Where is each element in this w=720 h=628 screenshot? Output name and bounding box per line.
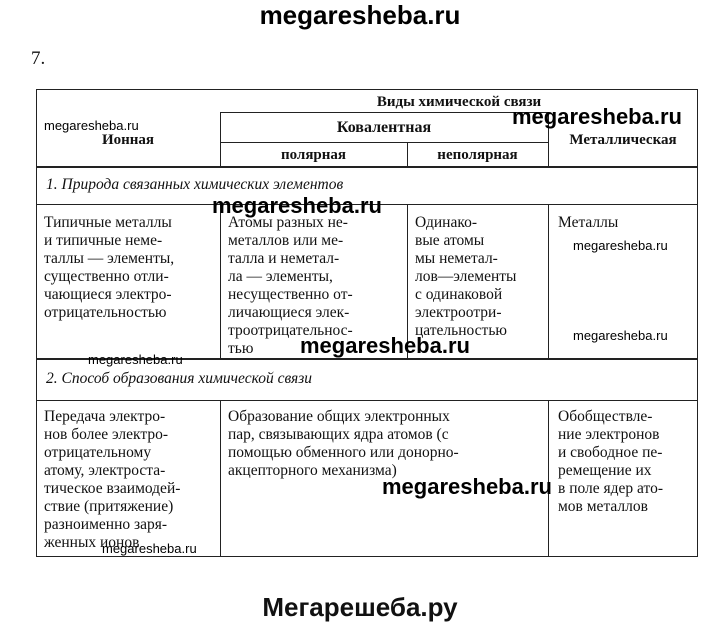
watermark-small: megaresheba.ru — [573, 328, 668, 343]
vline-ionic-r1 — [220, 204, 221, 358]
header-polar: полярная — [280, 147, 347, 163]
watermark-small: megaresheba.ru — [102, 541, 197, 556]
task-number: 7. — [31, 48, 46, 69]
section-nature-of-elements: 1. Природа связанных химических элементов — [46, 176, 344, 193]
watermark-small: megaresheba.ru — [88, 352, 183, 367]
cell-ionic-formation: Передача электро- нов более электро- отрицательному атому, электроста- тическое взаимодей- ствие (притяжение) разноименно заря- женных ионов — [44, 408, 181, 551]
divider-section2 — [36, 400, 698, 401]
cell-metallic-nature: Металлы — [558, 214, 619, 231]
cell-metallic-formation: Обобществле- ние электронов и свободное пе- ремещение их в поле ядер ато- мов металлов — [558, 408, 664, 515]
watermark-small: megaresheba.ru — [573, 238, 668, 253]
watermark-large: megaresheba.ru — [212, 193, 382, 218]
watermark-small: megaresheba.ru — [44, 118, 139, 133]
watermark-large: megaresheba.ru — [512, 104, 682, 129]
header-nonpolar: неполярная — [437, 147, 518, 163]
divider-header — [36, 166, 698, 168]
vline-metallic-r1 — [548, 204, 549, 358]
site-header: megaresheba.ru — [259, 0, 461, 30]
section-formation-method: 2. Способ образования химической связи — [46, 370, 313, 387]
watermark-large: megaresheba.ru — [300, 333, 470, 358]
site-footer: Мегарешеба.ру — [262, 592, 458, 622]
cell-nonpolar-nature: Одинако- вые атомы мы неметал- лов—элементы с одинаковой электроотри- цательностью — [415, 214, 517, 339]
table-title: Виды химической связи — [376, 94, 542, 110]
header-covalent: Ковалентная — [336, 119, 432, 136]
watermark-large: megaresheba.ru — [382, 474, 552, 499]
divider-covalent — [220, 142, 548, 143]
cell-ionic-nature: Типичные металлы и типичные неме- таллы — элементы, существенно отли- чающиеся электро- отрицательностью — [44, 214, 175, 321]
cell-covalent-formation: Образование общих электронных пар, связывающих ядра атомов (с помощью обменного или донорно- акцепторного механизма) — [228, 408, 459, 479]
header-metallic: Металлическая — [569, 132, 677, 148]
cell-polar-nature: Атомы разных не- металлов или ме- талла и неметал- ла — элементы, несущественно от- личающиеся элек- троотрицательнос- тью — [228, 214, 353, 357]
divider-title — [220, 112, 548, 113]
header-ionic: Ионная — [101, 132, 155, 148]
vline-ionic-r2 — [220, 400, 221, 557]
